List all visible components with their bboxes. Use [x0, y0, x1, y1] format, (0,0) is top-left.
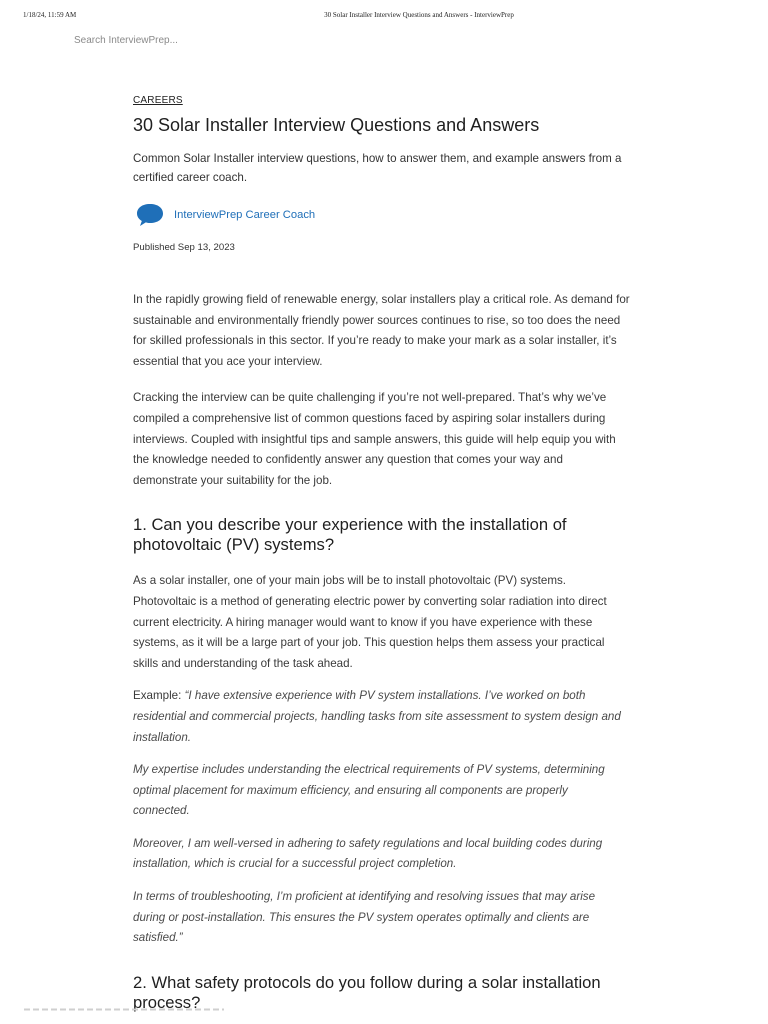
- search-input[interactable]: Search InterviewPrep...: [74, 35, 178, 46]
- intro-paragraph: Cracking the interview can be quite challenging if you’re not well-prepared. That’s why we’ve compiled a comprehensive list of common questions faced by aspiring solar installers during interviews. Coupled with insightful tips and sample answers, this guide will help equip you with the knowledge needed to confidently answer any question that comes your way and demonstrate your suitability for the job.: [133, 391, 616, 487]
- print-datetime: 1/18/24, 11:59 AM: [23, 11, 77, 19]
- print-page-title: 30 Solar Installer Interview Questions and Answers - InterviewPrep: [324, 11, 514, 19]
- intro-paragraph: In the rapidly growing field of renewable energy, solar installers play a critical role. As demand for sustainable and environmentally friendly power sources continues to rise, so too does the need for skilled professionals in this sector. If you’re ready to make your mark as a solar installer, it’s essential that you ace your interview.: [133, 293, 630, 368]
- page-title: 30 Solar Installer Interview Questions and Answers: [133, 115, 540, 135]
- print-header: [0, 11, 768, 23]
- question-answer: As a solar installer, one of your main jobs will be to install photovoltaic (PV) systems. Photovoltaic is a method of generating electric power by converting solar radiation into direct current electricity. A hiring manager would want to know if you have experience with these systems, as it will be a large part of your job. This question helps them assess your practical skills and understanding of the task ahead.: [133, 574, 607, 670]
- example-quote: “I have extensive experience with PV system installations. I’ve worked on both residential and commercial projects, handling tasks from site assessment to system design and installation.: [133, 689, 621, 744]
- published-date: Published Sep 13, 2023: [133, 242, 235, 253]
- example-paragraph: In terms of troubleshooting, I’m proficient at identifying and resolving issues that may arise during or post-installation. This ensures the PV system operates optimally and clients are satisfied.”: [133, 890, 596, 945]
- author-name-link[interactable]: InterviewPrep Career Coach: [174, 209, 316, 221]
- article-subtitle: Common Solar Installer interview questions, how to answer them, and example answers from a certified career coach.: [133, 152, 622, 184]
- question-heading: 2. What safety protocols do you follow during a solar installation process?: [133, 972, 601, 1012]
- author-byline: [133, 201, 633, 229]
- article: [133, 90, 633, 1013]
- example-label: Example:: [133, 689, 185, 703]
- example-paragraph: My expertise includes understanding the electrical requirements of PV systems, determining optimal placement for maximum efficiency, and ensuring all components are properly connected.: [133, 763, 605, 818]
- example-paragraph: [133, 686, 623, 748]
- footer-url-line: [24, 1008, 224, 1011]
- question-heading: 1. Can you describe your experience with the installation of photovoltaic (PV) systems?: [133, 515, 567, 555]
- chat-bubble-icon: [135, 202, 165, 228]
- category-link[interactable]: CAREERS: [133, 95, 183, 106]
- example-paragraph: Moreover, I am well-versed in adhering to safety regulations and local building codes during installation, which is crucial for a successful project completion.: [133, 836, 603, 871]
